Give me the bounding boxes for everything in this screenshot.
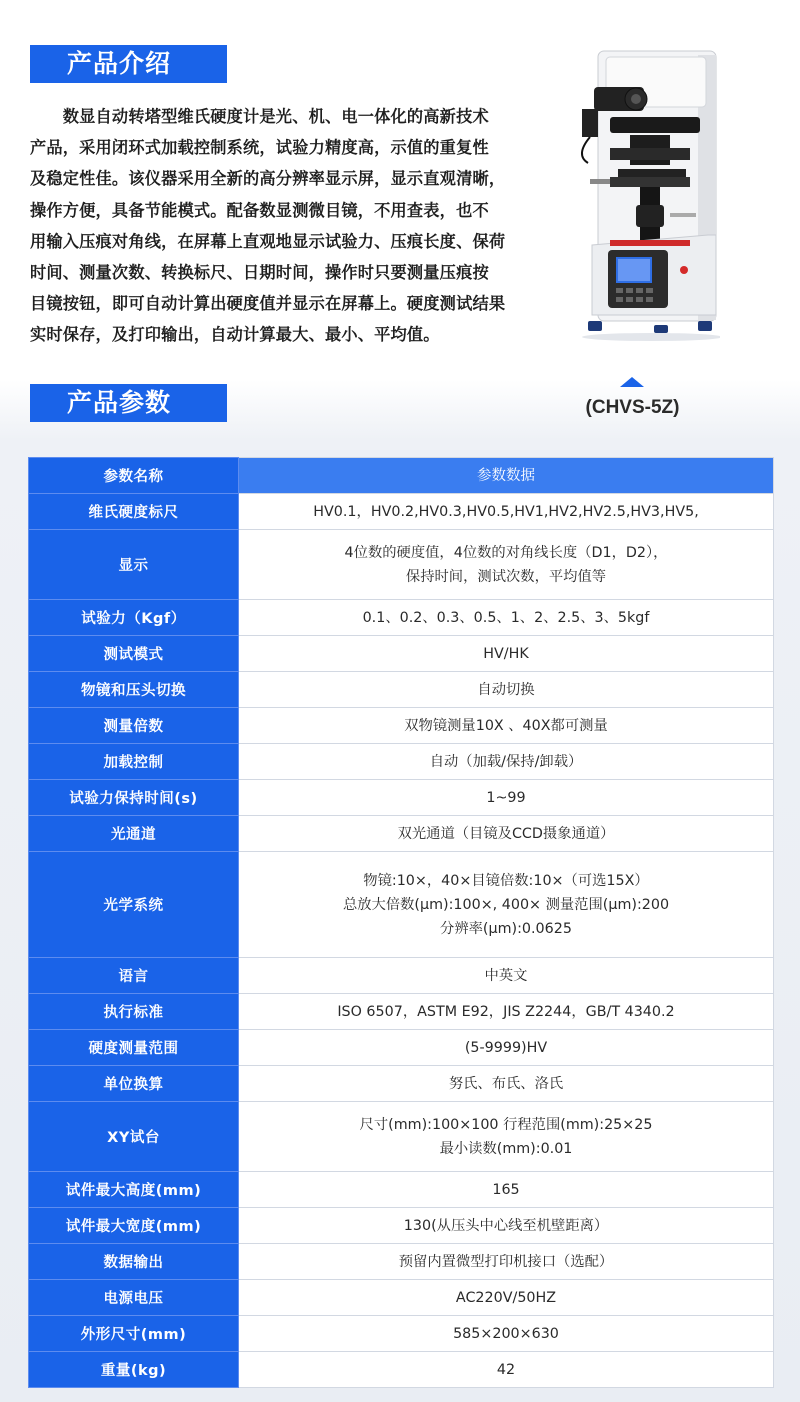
param-name: 试件最大高度(mm) <box>29 1172 239 1208</box>
table-row <box>29 780 774 816</box>
intro-line: 时间、测量次数、转换标尺、日期时间，操作时只要测量压痕按 <box>30 263 489 283</box>
param-value <box>239 1208 774 1244</box>
table-row <box>29 1066 774 1102</box>
param-value <box>239 1102 774 1172</box>
intro-line: 数显自动转塔型维氏硬度计是光、机、电一体化的高新技术 <box>30 107 489 126</box>
param-value <box>239 958 774 994</box>
param-value <box>239 530 774 600</box>
table-row <box>29 1102 774 1172</box>
param-name: 试验力（Kgf） <box>29 600 239 636</box>
param-value <box>239 1030 774 1066</box>
param-value <box>239 852 774 958</box>
param-name: 维氏硬度标尺 <box>29 494 239 530</box>
param-value-line: 最小读数(mm):0.01 <box>439 1140 573 1157</box>
table-row <box>29 708 774 744</box>
table-row <box>29 958 774 994</box>
param-name: 测量倍数 <box>29 708 239 744</box>
param-value-line: 自动切换 <box>477 681 535 698</box>
intro-line: 产品，采用闭环式加载控制系统，试验力精度高，示值的重复性 <box>30 138 489 158</box>
param-value-line: 4位数的硬度值，4位数的对角线长度（D1，D2）， <box>344 544 668 561</box>
table-row <box>29 816 774 852</box>
param-name: 外形尺寸(mm) <box>29 1316 239 1352</box>
param-value-line: AC220V/50HZ <box>455 1289 557 1306</box>
table-row <box>29 1244 774 1280</box>
param-value-line: 中英文 <box>484 967 528 984</box>
param-value <box>239 600 774 636</box>
param-name: 试件最大宽度(mm) <box>29 1208 239 1244</box>
table-row <box>29 494 774 530</box>
param-value-line: 物镜:10×，40×目镜倍数:10×（可选15X） <box>363 872 649 889</box>
param-value <box>239 494 774 530</box>
table-row <box>29 994 774 1030</box>
param-value-line: 42 <box>496 1361 516 1378</box>
param-value-line: 保持时间，测试次数，平均值等 <box>405 568 607 585</box>
param-value <box>239 780 774 816</box>
hardness-tester-image <box>570 45 720 345</box>
param-value <box>239 994 774 1030</box>
param-value <box>239 1172 774 1208</box>
param-value-line: (5-9999)HV <box>464 1039 548 1056</box>
param-value-line: 总放大倍数(μm):100×, 400× 测量范围(μm):200 <box>342 896 670 913</box>
param-value-line: 0.1、0.2、0.3、0.5、1、2、2.5、3、5kgf <box>362 609 650 626</box>
param-value-line: 1~99 <box>486 789 526 806</box>
param-value <box>239 1316 774 1352</box>
param-value-line: 努氏、布氏、洛氏 <box>448 1075 564 1092</box>
table-row <box>29 744 774 780</box>
table-row <box>29 636 774 672</box>
param-value <box>239 1280 774 1316</box>
triangle-up-icon <box>620 377 644 387</box>
param-value <box>239 1066 774 1102</box>
model-label: (CHVS-5Z) <box>585 397 680 418</box>
param-value-line: HV0.1，HV0.2,HV0.3,HV0.5,HV1,HV2,HV2.5,HV3,HV5, <box>313 503 699 520</box>
param-value <box>239 1244 774 1280</box>
table-row <box>29 1352 774 1388</box>
table-row <box>29 852 774 958</box>
param-value-line: 分辨率(μm):0.0625 <box>440 920 572 937</box>
intro-line: 操作方便，具备节能模式。配备数显测微目镜，不用查表，也不 <box>30 200 489 220</box>
param-value-line: 预留内置微型打印机接口（选配） <box>398 1253 614 1270</box>
param-name: 重量(kg) <box>29 1352 239 1388</box>
table-row <box>29 1280 774 1316</box>
param-value-line: 自动（加载/保持/卸载） <box>429 753 583 770</box>
param-name: 数据输出 <box>29 1244 239 1280</box>
table-row <box>29 1172 774 1208</box>
param-name: 测试模式 <box>29 636 239 672</box>
param-name: 单位换算 <box>29 1066 239 1102</box>
intro-paragraph <box>30 101 560 351</box>
param-value-line: 165 <box>492 1181 520 1198</box>
param-name: 语言 <box>29 958 239 994</box>
param-name: 光通道 <box>29 816 239 852</box>
table-row <box>29 1030 774 1066</box>
param-value-line: 585×200×630 <box>453 1325 559 1342</box>
param-value-line: ISO 6507，ASTM E92，JIS Z2244，GB/T 4340.2 <box>337 1003 675 1020</box>
param-value <box>239 672 774 708</box>
intro-line: 及稳定性佳。该仪器采用全新的高分辨率显示屏，显示直观清晰， <box>30 169 506 189</box>
param-value <box>239 708 774 744</box>
intro-line: 用输入压痕对角线，在屏幕上直观地显示试验力、压痕长度、保荷 <box>30 231 506 251</box>
table-row <box>29 1316 774 1352</box>
spec-table <box>28 457 774 1388</box>
table-row <box>29 600 774 636</box>
param-name: 物镜和压头切换 <box>29 672 239 708</box>
table-row <box>29 1208 774 1244</box>
table-header-row <box>29 458 774 494</box>
param-value-line: 双光通道（目镜及CCD摄象通道） <box>397 825 615 842</box>
param-value <box>239 816 774 852</box>
header-cell-value: 参数数据 <box>239 458 774 494</box>
param-value-line: 尺寸(mm):100×100 行程范围(mm):25×25 <box>359 1116 653 1133</box>
param-value-line: HV/HK <box>483 645 529 662</box>
param-name: 电源电压 <box>29 1280 239 1316</box>
param-name: XY试台 <box>29 1102 239 1172</box>
param-name: 加载控制 <box>29 744 239 780</box>
param-value <box>239 1352 774 1388</box>
section-title-intro: 产品介绍 <box>30 45 227 83</box>
param-value <box>239 636 774 672</box>
header-cell-name: 参数名称 <box>29 458 239 494</box>
param-name: 硬度测量范围 <box>29 1030 239 1066</box>
param-name: 试验力保持时间(s) <box>29 780 239 816</box>
intro-line: 目镜按钮，即可自动计算出硬度值并显示在屏幕上。硬度测试结果 <box>30 294 506 314</box>
param-value-line: 双物镜测量10X 、40X都可测量 <box>404 717 608 734</box>
param-name: 光学系统 <box>29 852 239 958</box>
param-value-line: 130(从压头中心线至机壁距离） <box>403 1217 609 1234</box>
intro-line: 实时保存，及打印输出，自动计算最大、最小、平均值。 <box>30 325 440 345</box>
param-name: 执行标准 <box>29 994 239 1030</box>
table-row <box>29 672 774 708</box>
param-name: 显示 <box>29 530 239 600</box>
param-value <box>239 744 774 780</box>
table-row <box>29 530 774 600</box>
section-title-params: 产品参数 <box>30 384 227 422</box>
